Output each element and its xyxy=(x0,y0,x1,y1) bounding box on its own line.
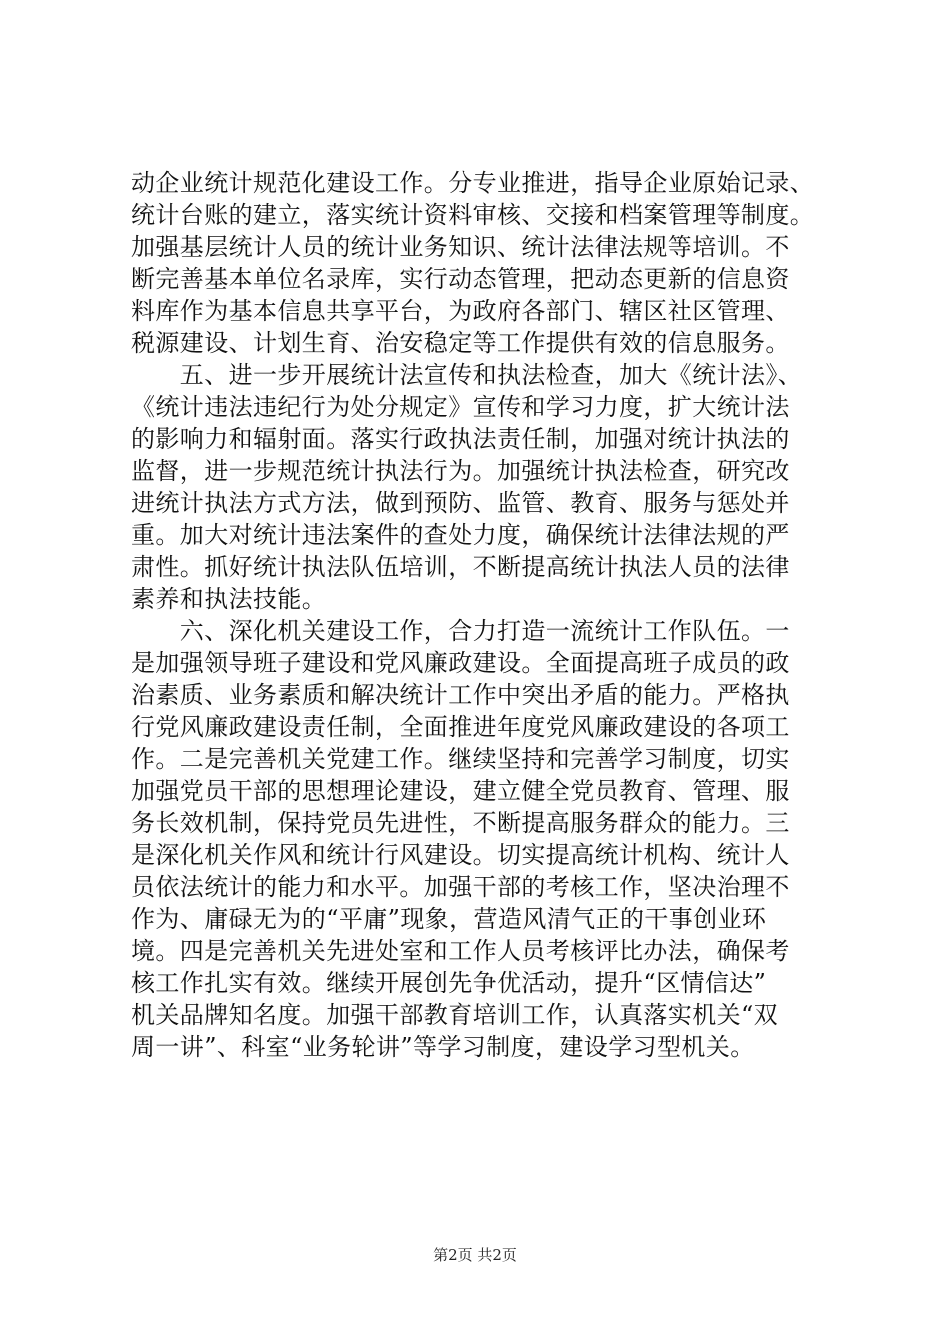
text-line: 治素质、业务素质和解决统计工作中突出矛盾的能力。严格执 xyxy=(131,681,790,709)
text-line: 机关品牌知名度。加强干部教育培训工作，认真落实机关“双 xyxy=(131,1001,779,1029)
text-line: 务长效机制，保持党员先进性，不断提高服务群众的能力。三 xyxy=(131,809,790,837)
text-line: 料库作为基本信息共享平台，为政府各部门、辖区社区管理、 xyxy=(131,297,790,325)
text-line: 肃性。抓好统计执法队伍培训，不断提高统计执法人员的法律 xyxy=(131,553,790,581)
text-line: 行党风廉政建设责任制，全面推进年度党风廉政建设的各项工 xyxy=(131,713,790,741)
text-line: 进统计执法方式方法，做到预防、监管、教育、服务与惩处并 xyxy=(131,489,790,517)
text-line: 的影响力和辐射面。落实行政执法责任制，加强对统计执法的 xyxy=(131,425,790,453)
text-line: 断完善基本单位名录库，实行动态管理，把动态更新的信息资 xyxy=(131,265,790,293)
page-number: 第2页 共2页 xyxy=(433,1246,517,1264)
text-line: 《统计违法违纪行为处分规定》宣传和学习力度，扩大统计法 xyxy=(131,393,790,421)
text-line: 五、进一步开展统计法宣传和执法检查，加大《统计法》、 xyxy=(131,361,803,389)
body-text xyxy=(131,167,831,1063)
text-line: 是深化机关作风和统计行风建设。切实提高统计机构、统计人 xyxy=(131,841,790,869)
text-line: 统计台账的建立，落实统计资料审核、交接和档案管理等制度。 xyxy=(131,201,815,229)
text-line: 动企业统计规范化建设工作。分专业推进，指导企业原始记录、 xyxy=(131,169,815,197)
text-line: 员依法统计的能力和水平。加强干部的考核工作，坚决治理不 xyxy=(131,873,790,901)
text-line: 境。四是完善机关先进处室和工作人员考核评比办法，确保考 xyxy=(131,937,790,965)
text-line: 加强党员干部的思想理论建设，建立健全党员教育、管理、服 xyxy=(131,777,790,805)
text-line: 加强基层统计人员的统计业务知识、统计法律法规等培训。不 xyxy=(131,233,790,261)
text-line: 重。加大对统计违法案件的查处力度，确保统计法律法规的严 xyxy=(131,521,790,549)
text-line: 六、深化机关建设工作，合力打造一流统计工作队伍。一 xyxy=(131,617,790,645)
text-line: 素养和执法技能。 xyxy=(131,585,327,613)
text-line: 核工作扎实有效。继续开展创先争优活动，提升“区情信达” xyxy=(131,969,767,997)
text-line: 是加强领导班子建设和党风廉政建设。全面提高班子成员的政 xyxy=(131,649,790,677)
text-line: 作。二是完善机关党建工作。继续坚持和完善学习制度，切实 xyxy=(131,745,790,773)
text-line: 税源建设、计划生育、治安稳定等工作提供有效的信息服务。 xyxy=(131,329,790,357)
page-footer xyxy=(0,1244,950,1265)
text-line: 作为、庸碌无为的“平庸”现象，营造风清气正的干事创业环 xyxy=(131,905,767,933)
text-line: 周一讲”、科室“业务轮讲”等学习制度，建设学习型机关。 xyxy=(131,1033,755,1061)
text-line: 监督，进一步规范统计执法行为。加强统计执法检查，研究改 xyxy=(131,457,790,485)
